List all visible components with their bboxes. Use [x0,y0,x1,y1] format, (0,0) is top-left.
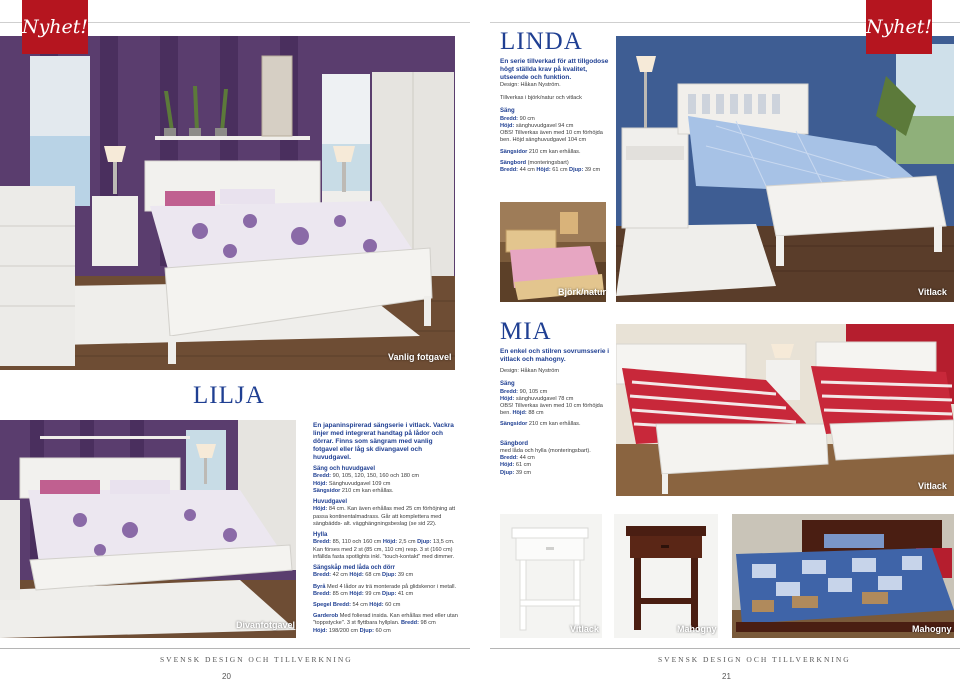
label: Höjd: [500,395,515,402]
footer-right: SVENSK DESIGN OCH TILLVERKNING [658,655,851,664]
value: Med folierad insida. Kan erhållas med eller utan "toppstycke". 3 st flyttbara hyllplan. [313,613,458,627]
caption-divanfotgavel: Divanfotgavel [236,620,296,630]
lilja-hylla-note: Kan förses med 2 st (85 cm, 110 cm) resp. 3 st (160 cm) infällda fasta spotlights inkl. "touch-kontakt" med dimmer. [313,546,455,560]
linda-design: Design: Håkan Nyström. [500,82,561,88]
value: (monteringsbart) [527,159,569,166]
footer-rule-left [0,648,470,649]
value: 44 cm [519,455,535,462]
label: Höjd: [500,123,515,130]
lilja-title: LILJA [193,382,265,409]
lilja-intro: En japaninspirerad sängserie i vitlack. Vackra linjer med integrerat handtag på lådor och dörrar. Finns som sängram med vanlig fotgavel eller låg sk divangavel och huvudgavel. [313,422,454,461]
nyhet-badge-left: Nyhet! [22,0,88,54]
value: 44 cm [519,167,535,174]
label: Höjd: [313,506,328,513]
linda-title: LINDA [500,28,583,55]
label: Höjd: [512,410,527,417]
mia-text [500,348,612,477]
mia-table-vitlack-photo [500,514,602,638]
mia-bord-text: med låda och hylla (monteringsbart). [500,448,591,455]
label: Bredd: [500,115,519,122]
lilja-skap-heading: Sängskåp med låda och dörr [313,565,396,572]
value: 39 cm [584,167,601,174]
value: 39 cm [397,572,414,579]
mia-intro: En enkel och stilren sovrumsserie i vitlack och mahogny. [500,348,610,363]
value: 41 cm [397,590,414,597]
linda-sang-heading: Säng [500,108,515,115]
value: 210 cm kan erhållas. [341,487,394,494]
page-number-right: 21 [722,672,731,681]
value: Sänghuvudgavel 109 cm [328,480,391,487]
label: Garderob [313,613,339,620]
linda-intro: En serie tillverkad för att tillgodose högt ställda krav på kvalitet, utseende och funktion. [500,58,609,81]
page-number-left: 20 [222,672,231,681]
value: 90, 105 cm [519,388,548,395]
value: 88 cm [528,410,544,417]
mia-bed-mahogny-photo [732,514,954,638]
lilja-sang-heading: Säng och huvudgavel [313,466,376,472]
label: Bredd: [313,572,332,579]
caption-vitlack-linda: Vitlack [918,287,947,297]
mia-main-photo [616,324,954,496]
caption-mahogny-table: Mahogny [677,624,717,634]
label: Höjd: [349,572,364,579]
value: 60 cm [375,627,391,634]
value: 13,5 cm. [432,539,455,546]
footer-left: SVENSK DESIGN OCH TILLVERKNING [160,655,353,664]
label: Bredd: [500,455,519,462]
lilja-hylla-heading: Hylla [313,532,328,539]
footer-rule-right [490,648,960,649]
label: Sängbord [500,159,527,166]
label: Djup: [382,590,397,597]
value: 61 cm [515,462,532,469]
lilja-main-photo [0,36,455,370]
linda-main-photo [616,36,954,302]
value: 42 cm [332,572,348,579]
label: Djup: [569,167,584,174]
linda-text [500,58,612,174]
caption-vitlack-table: Vitlack [570,624,599,634]
value: 198/200 cm [328,627,359,634]
mia-table-mahogny-photo [614,514,718,638]
label: Höjd: [313,480,328,487]
label: Djup: [359,627,374,634]
value: 54 cm [352,602,368,609]
value: 60 cm [385,602,401,609]
label: Djup: [500,469,515,476]
label: Djup: [417,539,432,546]
value: 98 cm [420,620,436,627]
value: 210 cm kan erhållas. [528,148,581,155]
value: 61 cm [552,167,568,174]
label: Bredd: [500,388,519,395]
value: 210 cm kan erhållas. [528,421,581,428]
value: sänghuvudgavel 78 cm [515,395,574,402]
mia-sang-heading: Säng [500,381,515,388]
value: 39 cm [515,469,532,476]
mia-obs: OBS! Tillverkas även med 10 cm förhöjda ben. [500,403,603,417]
label: Byrå [313,583,326,590]
label: Sängsidor [313,487,341,494]
label: Höjd: [369,602,384,609]
value: sänghuvudgavel 94 cm [515,123,574,130]
mia-title: MIA [500,318,552,345]
caption-bjork-natur: Björk/natur [558,287,607,297]
value: 90, 105, 120, 150, 160 och 180 cm [332,473,420,480]
label: Sängsidor [500,148,528,155]
label: Höjd: [536,167,551,174]
lilja-divan-photo [0,420,296,638]
label: Bredd: [500,167,519,174]
mia-design: Design: Håkan Nyström [500,368,560,374]
linda-made: Tillverkas i björk/natur och vitlack [500,95,582,102]
lilja-text [313,422,459,639]
label: Spegel [313,602,332,609]
value: 90 cm [519,115,535,122]
value: 85 cm [332,590,348,597]
label: Sängsidor [500,421,528,428]
caption-vanlig-fotgavel: Vanlig fotgavel [388,352,452,362]
label: Bredd: [313,590,332,597]
label: Höjd: [382,539,398,546]
label: Bredd: [313,473,332,480]
label: Bredd: [313,539,332,546]
label: Höjd: [313,627,328,634]
caption-mahogny-bed: Mahogny [912,624,952,634]
label: Djup: [382,572,397,579]
label: Bredd: [400,620,419,627]
label: Bredd: [332,602,351,609]
value: 68 cm [365,572,381,579]
value: 99 cm [365,590,381,597]
value: 85, 110 och 160 cm [332,539,382,546]
mia-bord-heading: Sängbord [500,440,528,447]
nyhet-badge-right: Nyhet! [866,0,932,54]
value: 84 cm. Kan även erhållas med 25 cm förhöjning att passa kontinentalmadrass. Går att komplettera med sängbädds- alt. vägghängningsbeslag (se sid 22). [313,506,456,527]
label: Höjd: [500,462,515,469]
value: Med 4 lådor av trä monterade på glidskenor i metall. [327,583,457,590]
value: 2,5 cm [398,539,416,546]
lilja-huvud-heading: Huvudgavel [313,499,348,506]
caption-vitlack-mia: Vitlack [918,481,947,491]
label: Höjd: [349,590,364,597]
linda-obs: OBS! Tillverkas även med 10 cm förhöjda ben. Höjd sänghuvudgavel 104 cm [500,130,603,144]
